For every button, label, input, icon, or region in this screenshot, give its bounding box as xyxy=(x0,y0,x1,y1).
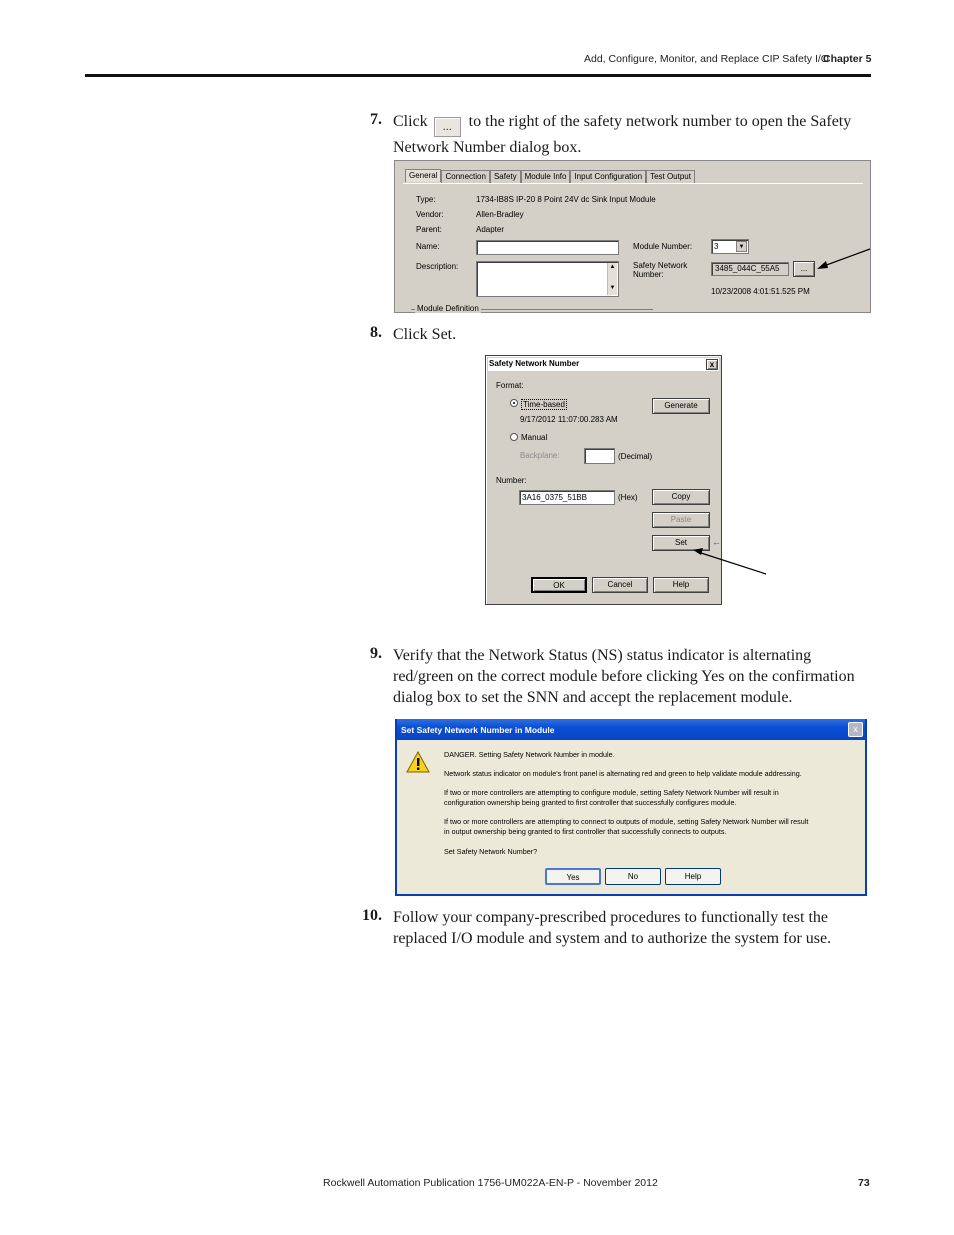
number-input[interactable]: 3A16_0375_51BB xyxy=(519,490,615,505)
ellipsis-button-inline: ... xyxy=(434,117,461,137)
paste-button[interactable]: Paste xyxy=(652,512,710,528)
backplane-label: Backplane: xyxy=(520,451,560,460)
arrow-left-icon: ← xyxy=(712,537,721,547)
confirm-dialog-title: Set Safety Network Number in Module xyxy=(401,725,555,735)
hex-label: (Hex) xyxy=(618,493,638,502)
ok-button[interactable]: OK xyxy=(531,577,587,593)
parent-value: Adapter xyxy=(476,225,505,234)
description-textarea[interactable] xyxy=(476,261,619,297)
time-based-radio[interactable] xyxy=(510,399,518,407)
description-label: Description: xyxy=(416,262,459,271)
type-label: Type: xyxy=(416,195,436,204)
vendor-label: Vendor: xyxy=(416,210,444,219)
warning-icon xyxy=(406,751,430,773)
step-9-text xyxy=(393,645,868,708)
module-number-label: Module Number: xyxy=(633,242,693,251)
decimal-label: (Decimal) xyxy=(618,452,653,461)
header-rule xyxy=(85,74,871,77)
help-button[interactable]: Help xyxy=(665,868,721,885)
tab-module-info[interactable]: Module Info xyxy=(521,170,571,183)
close-icon[interactable]: x xyxy=(706,359,718,370)
manual-label: Manual xyxy=(521,433,548,442)
danger-line: DANGER. Setting Safety Network Number in module. xyxy=(444,750,615,759)
scroll-up-icon: ▲ xyxy=(609,264,616,270)
snn-label xyxy=(633,261,687,279)
backplane-input[interactable] xyxy=(584,448,615,464)
output-line-a: If two or more controllers are attempting to connect to outputs of module, setting Safety Network Number will result xyxy=(444,817,809,826)
step-9-number: 9. xyxy=(370,645,382,662)
step-8-text: Click Set. xyxy=(393,326,457,343)
step-7-line2: Network Number dialog box. xyxy=(393,139,582,156)
manual-radio[interactable] xyxy=(510,433,518,441)
name-input[interactable] xyxy=(476,240,619,255)
snn-label-line1: Safety Network xyxy=(633,261,688,270)
step-7-pre: Click xyxy=(393,113,428,130)
step-9-line2: red/green on the correct module before clicking Yes on the confirmation xyxy=(393,668,855,685)
footer-publication: Rockwell Automation Publication 1756-UM022A-EN-P - November 2012 xyxy=(323,1177,658,1189)
confirm-dialog xyxy=(395,719,867,896)
step-10-number: 10. xyxy=(362,907,382,924)
generate-button[interactable]: Generate xyxy=(652,398,710,414)
time-based-value: 9/17/2012 11:07:00.283 AM xyxy=(520,415,618,424)
tab-connection[interactable]: Connection xyxy=(441,170,489,183)
tab-border xyxy=(403,183,863,184)
snn-label-line2: Number: xyxy=(633,270,664,279)
parent-label: Parent: xyxy=(416,225,442,234)
close-icon[interactable]: x xyxy=(848,722,863,737)
status-line: Network status indicator on module's front panel is alternating red and green to help validate module addressing. xyxy=(444,769,802,778)
name-label: Name: xyxy=(416,242,440,251)
confirm-dialog-titlebar xyxy=(397,719,865,740)
number-label: Number: xyxy=(496,476,527,485)
step-9-line3: dialog box to set the SNN and accept the replacement module. xyxy=(393,689,793,706)
step-10-line2: replaced I/O module and system and to authorize the system for use. xyxy=(393,930,832,947)
cancel-button[interactable]: Cancel xyxy=(592,577,648,593)
question-line: Set Safety Network Number? xyxy=(444,847,538,856)
description-scrollbar[interactable] xyxy=(607,263,617,295)
config-line-a: If two or more controllers are attempting to configure module, setting Safety Network Number will result in xyxy=(444,788,779,797)
module-definition-label: Module Definition xyxy=(417,304,479,313)
tab-general[interactable]: General xyxy=(405,169,441,182)
tab-input-configuration[interactable]: Input Configuration xyxy=(570,170,646,183)
snn-field: 3485_044C_55A5 xyxy=(711,262,789,276)
snn-dialog xyxy=(485,355,722,605)
help-button[interactable]: Help xyxy=(653,577,709,593)
chevron-down-icon[interactable]: ▼ xyxy=(736,241,747,252)
tab-test-output[interactable]: Test Output xyxy=(646,170,695,183)
module-number-value: 3 xyxy=(714,242,719,251)
module-number-select[interactable] xyxy=(711,239,749,254)
running-header-title: Add, Configure, Monitor, and Replace CIP Safety I/O xyxy=(584,53,829,65)
step-10-text xyxy=(393,907,868,949)
format-label: Format: xyxy=(496,381,524,390)
snn-ellipsis-button[interactable]: ... xyxy=(793,261,815,277)
footer-page-number: 73 xyxy=(858,1177,870,1189)
output-line-b: in output ownership being granted to first controller that successfully connects to outputs. xyxy=(444,827,727,836)
module-properties-screenshot xyxy=(394,160,871,313)
yes-button[interactable]: Yes xyxy=(545,868,601,885)
pointer-arrow xyxy=(815,247,872,277)
running-header-chapter: Chapter 5 xyxy=(823,53,872,65)
set-pointer-arrow xyxy=(690,540,770,580)
snn-timestamp: 10/23/2008 4:01:51.525 PM xyxy=(711,287,810,296)
copy-button[interactable]: Copy xyxy=(652,489,710,505)
step-9-line1: Verify that the Network Status (NS) status indicator is alternating xyxy=(393,647,812,664)
step-8-number: 8. xyxy=(370,324,382,341)
no-button[interactable]: No xyxy=(605,868,661,885)
snn-dialog-title: Safety Network Number xyxy=(489,359,580,368)
vendor-value: Allen-Bradley xyxy=(476,210,524,219)
type-value: 1734-IB8S IP-20 8 Point 24V dc Sink Input Module xyxy=(476,195,656,204)
step-7-number: 7. xyxy=(370,111,382,128)
time-based-label[interactable]: Time-based xyxy=(523,400,565,409)
step-7-text xyxy=(393,111,863,158)
tab-safety[interactable]: Safety xyxy=(490,170,521,183)
snn-dialog-titlebar xyxy=(488,358,719,371)
set-button[interactable]: Set xyxy=(652,535,710,551)
scroll-down-icon: ▼ xyxy=(609,285,616,291)
step-7-post: to the right of the safety network number to open the Safety xyxy=(468,113,852,130)
config-line-b: configuration ownership being granted to first controller that successfully configures module. xyxy=(444,798,737,807)
tab-strip xyxy=(405,170,695,183)
step-10-line1: Follow your company-prescribed procedures to functionally test the xyxy=(393,909,828,926)
